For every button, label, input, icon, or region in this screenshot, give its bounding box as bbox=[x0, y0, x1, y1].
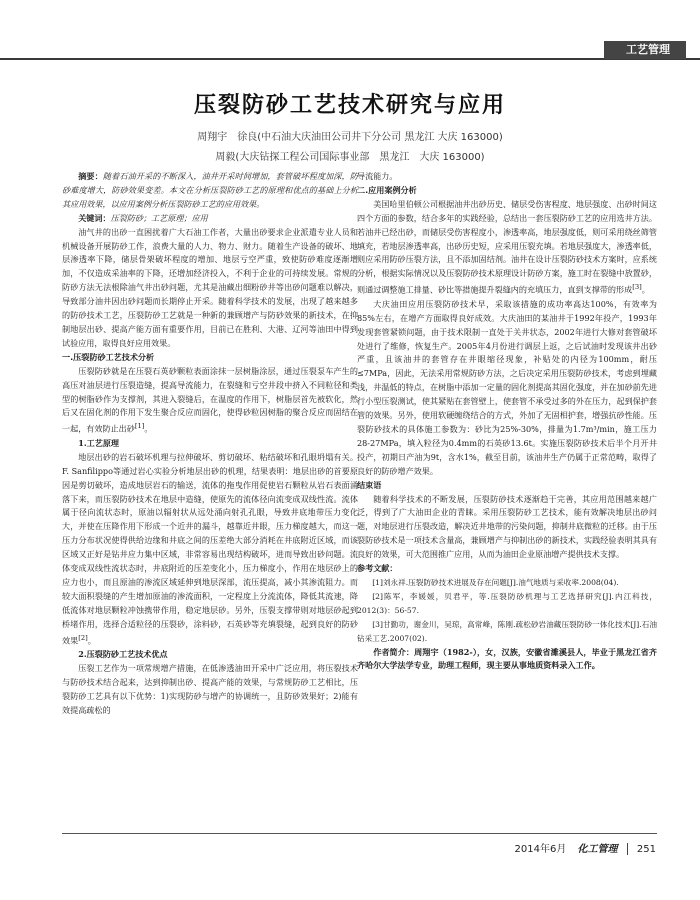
article-title: 压裂防砂工艺技术研究与应用 bbox=[193, 93, 506, 118]
author-line-2: 周毅(大庆钻探工程公司国际事业部 黑龙江 大庆 163000) bbox=[215, 152, 485, 163]
intro-paragraph: 油气井的出砂一直困扰着广大石油工作者，大量出砂要求企业派遣专业人员和机械设备开展防砂工作，浪费大量的人力、物力、财力。随着生产设备的破坏、地层渗透率下降，储层骨架破坏程度的增加、地层亏空严重，致使防砂难度逐渐增加，不仅造成采油率的下降，还增加经济投入，不利于企业的可持续发展。常规的防砂方法无法根除油气井出砂问题，尤其是油藏出细粉砂井等出砂问题难以解决，导致部分油井因出砂问题而长期停止开采。随着科学技术的发展，出现了越来越多的防砂技术工艺，压裂防砂工艺就是一种新的兼顾增产与防砂效果的新技术，在抑制地层出砂、提高产能方面有重要作用，目前已在胜利、大港、辽河等油田中得到试验应用，取得良好应用效果。 bbox=[62, 226, 358, 348]
keywords-text: 压裂防砂；工艺原理；应用 bbox=[110, 212, 208, 223]
reference-item: [2]陈军，李媛媛，贝君平，等.压裂防砂机理与工艺选择研究[J].内江科技，2012(3)：56-57. bbox=[357, 591, 657, 615]
section-1-2-heading: 2.压裂防砂工艺技术优点 bbox=[78, 649, 168, 660]
header-rule bbox=[0, 58, 700, 60]
author-line-1: 周翔宇 徐良(中石油大庆油田公司井下分公司 黑龙江 大庆 163000) bbox=[197, 132, 503, 143]
section-2-text-1: 美国哈里伯顿公司根据油井出砂历史、储层受伤害程度、地层强度、出砂时间这四个方面的参数，结合多年的实践经验，总结出一套压裂防砂工艺的应用选井方法。若油井已经出砂，而储层受伤害程度小，渗透率高，地层强度低，则可采用绕丝筛管填充，若地层渗透率高，出砂历史短，应采用压裂充填。若地层强度大，渗透率低，则应采用防砂压裂方法，且不添加固结剂。油井在设计压裂防砂技术方案时，应系统分析，根据实际情况以及压裂防砂技术原理设计防砂方案，施工时在裂缝中放置砂，则通过调整施工排量、砂比等措施提升裂缝内的充填压力，直到支撑带的形成 bbox=[357, 198, 657, 295]
citation-1: [1] bbox=[134, 422, 145, 431]
page-footer bbox=[515, 840, 656, 855]
reference-item: [3]甘勤功，谢金川，吴琼，高常峰，陈刚.疏松砂岩油藏压裂防砂一体化技术[J].石油钻采工艺.2007(02). bbox=[357, 619, 657, 643]
section-1-1-text: 地层出砂的岩石破坏机理与拉伸破坏、剪切破坏、粘结破坏和孔眼坍塌有关。F. Sanfilippo等通过岩心实验分析地层出砂的机理，结果表明：地层出砂的首要原因是剪切破坏，造成地层岩石的输送，流体的拖曳作用促使岩石颗粒从岩石表面涌落下来，而压裂防砂技术在地层中造缝，使原先的流体径向流变成双线性流。流体属于径向流状态时，原油以辐射状从远处涌向射孔孔眼，导致井底地带压力变化大，并使在压降作用下形成一个近井的漏斗，越靠近井眼，压力梯度越大，而这一压力分布状况使得供给边缘和井底之间的压差绝大部分消耗在井底附近区域，而该区域又正好是钻井应力集中区域，非常容易出现结构破坏，进而导致出砂问题。流体变成双线性流状态时，井底附近的压差变化小，压力梯度小，作用在地层砂上的应力也小，而且原油的渗流区域延伸到地层深部，流压提高，减小其渗流阻力。而较大面积裂缝的产生增加原油的渗流面积，一定程度上分流流体，降低其流速，降低流体对地层颗粒冲蚀携带作用，稳定地层砂。另外，压裂支撑带则对地层砂起到桥堵作用，选择合适粒径的压裂砂，涂料砂，石英砂等充填裂缝，起到良好的防砂效果 bbox=[62, 451, 358, 646]
author-bio bbox=[357, 646, 657, 674]
abstract-label: 摘要： bbox=[78, 171, 103, 181]
section-2-paragraph-1 bbox=[357, 198, 657, 298]
journal-name: 化工管理 bbox=[577, 844, 618, 855]
right-column bbox=[357, 170, 657, 673]
keywords bbox=[62, 212, 358, 226]
keywords-label: 关键词： bbox=[78, 212, 111, 223]
bio-text: 周翔宇（1982-），女，汉族，安徽省濉溪县人，毕业于黑龙江省齐齐哈尔大学法学专业，助理工程师，现主要从事地质资料录入工作。 bbox=[357, 646, 657, 671]
abstract bbox=[62, 170, 358, 212]
header-bar bbox=[0, 38, 700, 60]
citation-3: [3] bbox=[632, 283, 642, 292]
footer-separator bbox=[627, 843, 628, 855]
section-1-2-paragraph: 压裂工艺作为一项常规增产措施，在低渗透油田开采中广泛应用，将压裂技术与防砂技术结合起来，达到抑制出砂、提高产能的效果，与常规防砂工艺相比，压裂防砂工艺具有以下优势：1)实现防砂与增产的协调统一，且防砂效果好；2)能有效提高疏松的 bbox=[62, 663, 358, 715]
section-2-heading: 二.应用案例分析 bbox=[357, 184, 417, 195]
section-1-1-heading: 1.工艺原理 bbox=[78, 437, 120, 448]
section-1-heading: 一.压裂防砂工艺技术分析 bbox=[62, 351, 155, 362]
left-column bbox=[62, 170, 358, 718]
section-1-1-end: 。 bbox=[87, 635, 96, 646]
conclusion-heading: 结束语 bbox=[357, 479, 382, 490]
section-1-text: 压裂防砂就是在压裂石英砂颗粒表面涂抹一层树脂涂层，通过压裂泵车产生的高压对油层进行压裂造缝，提高导流能力，在裂缝和亏空井段中挤入不同粒径和类型的树脂砂作为支撑剂，其进入裂缝后，在温度的作用下，树脂层首先被软化，然后又在固化剂的作用下发生聚合反应而固化，使得砂粒因树脂的聚合反应而固结在一起，有效防止出砂 bbox=[62, 365, 358, 434]
footer-rule bbox=[62, 833, 657, 834]
citation-2: [2] bbox=[78, 633, 88, 642]
author-block bbox=[0, 128, 700, 168]
section-1-paragraph bbox=[62, 365, 358, 437]
references-heading: 参考文献： bbox=[357, 563, 398, 574]
section-label: 工艺管理 bbox=[604, 41, 686, 59]
bio-label: 作者简介： bbox=[373, 646, 415, 657]
section-2-end: 。 bbox=[641, 284, 650, 295]
section-1-1-paragraph bbox=[62, 451, 358, 648]
continued-text: 导流能力。 bbox=[357, 171, 398, 181]
page-number: 251 bbox=[636, 844, 656, 855]
section-2-paragraph-2: 大庆油田应用压裂防砂技术早，采取该措施的成功率高达100%，有效率为85%左右，在增产方面取得良好成效。大庆油田的某油井于1992年投产，1993年发现套管紧锁问题，由于技术限制一直处于关井状态，2002年进行大修对套管破坏处进行了维修，恢复生产。2005年4月份进行调层上返，之后试油时发现该井出砂严重，且该油井的套管存在井眼缩径现象，补贴处的内径为100mm，耐压≤7MPa，因此，无法采用常规防砂方法，之后决定采用压裂防砂技术，考虑到埋藏浅，井温低的特点，在树脂中添加一定量的固化剂提高其固化强度，并在加砂前先进行小型压裂测试，使其紧贴在套管壁上，使套管不承受过多的外在压力，起到保护套管的效果。另外，使用软硬缠绕结合的方式，外加了无固相护套，增强抗砂性能。压裂防砂技术的具体施工参数为：砂比为25%-30%，排量为1.7m³/min，施工压力28-27MPa，填入粒径为0.4mm的石英砂13.6t。实施压裂防砂技术后半个月开井投产，初期日产油为9t，含水1%，截至目前，该油井生产仍属于正常范畴，取得了良好的防砂增产效果。 bbox=[357, 298, 657, 476]
issue-date: 2014年6月 bbox=[514, 844, 567, 855]
conclusion-paragraph: 随着科学技术的不断发展，压裂防砂技术逐渐趋于完善，其应用范围越来越广泛，得到了广大油田企业的青睐。采用压裂防砂工艺技术，能有效解决地层出砂问题，对地层进行压裂改造，解决近井地带的污染问题，抑制井底微粒的迁移。由于压裂防砂技术是一项技术含量高，兼顾增产与抑制出砂的新技术，实践经验表明其具有良好的效果，可大范围推广应用，从而为油田企业原油增产提供技术支撑。 bbox=[357, 493, 657, 560]
abstract-text: 随着石油开采的不断深入，油井开采时间增加，套管破坏程度加深，防砂难度增大，防砂效果变差。本文在分析压裂防砂工艺的原理和优点的基础上分析其应用效果，以应用案例分析压裂防砂工艺的应用效果。 bbox=[62, 171, 358, 209]
reference-item: [1]刘永祥.压裂防砂技术进展及存在问题[J].油气地质与采收率.2008(04). bbox=[372, 577, 619, 587]
section-1-end: 。 bbox=[144, 424, 153, 434]
